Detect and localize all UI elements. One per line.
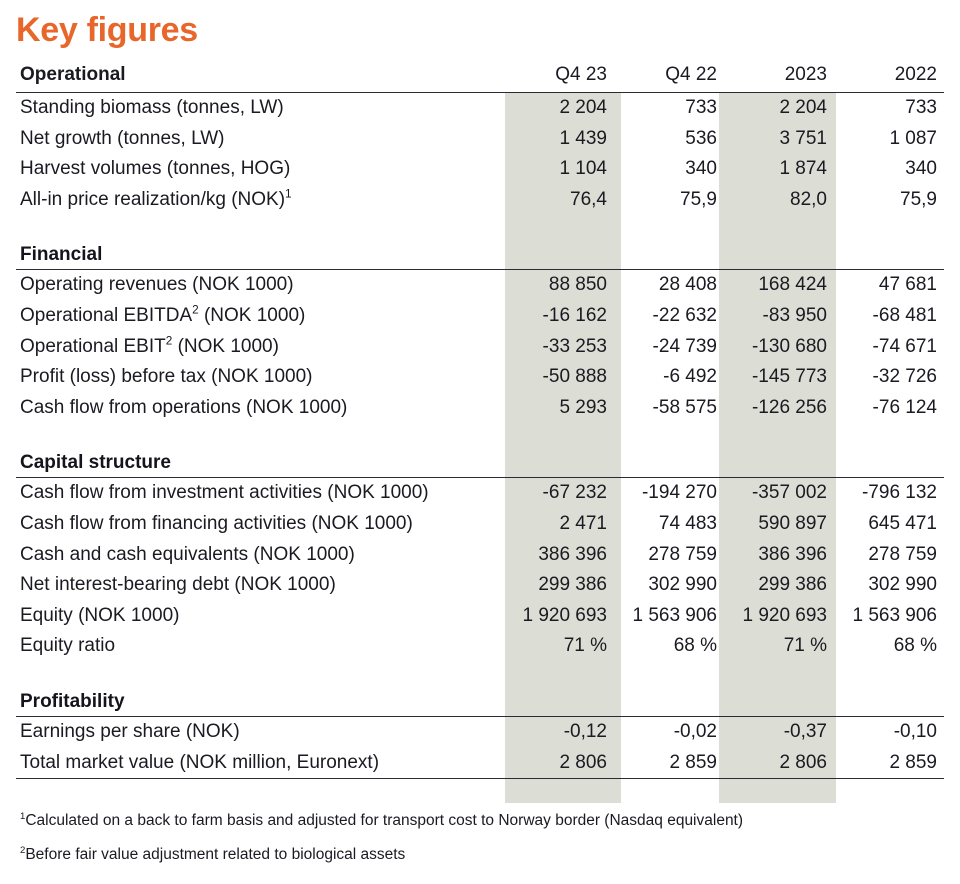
row-label xyxy=(16,478,504,509)
table-row xyxy=(16,478,944,509)
column-header-q4-23: Q4 23 xyxy=(504,60,614,93)
row-label-tail: (NOK 1000) xyxy=(198,304,306,326)
section-header-filler xyxy=(724,241,834,270)
footnote-1-marker: 1 xyxy=(20,810,26,822)
table-cell-value: 68 % xyxy=(673,635,717,657)
table-row xyxy=(16,301,944,332)
row-label-superscript: 2 xyxy=(165,334,173,348)
spacer-cell xyxy=(834,662,944,688)
row-label xyxy=(16,748,504,779)
section-gap xyxy=(16,662,944,688)
section-header-filler xyxy=(834,241,944,270)
row-label xyxy=(16,362,504,393)
table-cell-value: -33 253 xyxy=(542,335,607,357)
table-cell-value: -67 232 xyxy=(542,482,607,504)
row-label xyxy=(16,570,504,601)
spacer-cell xyxy=(724,215,834,241)
row-label-tail: (NOK 1000) xyxy=(172,335,279,357)
table-cell-value: -74 671 xyxy=(872,335,937,357)
table-cell-value: 386 396 xyxy=(758,543,827,565)
table-cell-value: 1 920 693 xyxy=(742,604,827,626)
column-header-2023: 2023 xyxy=(724,60,834,93)
row-label xyxy=(16,540,504,571)
section-header-filler xyxy=(834,688,944,717)
table-cell-value: 88 850 xyxy=(548,274,607,296)
row-label-text: Total market value (NOK million, Euronext) xyxy=(20,751,380,773)
row-label xyxy=(16,601,504,632)
page-title: Key figures xyxy=(16,11,198,49)
table-row xyxy=(16,509,944,540)
table-row xyxy=(16,93,944,124)
spacer-cell xyxy=(504,423,614,449)
table-cell-value: -16 162 xyxy=(542,304,607,326)
table-cell-value: 1 087 xyxy=(889,127,937,149)
section-gap xyxy=(16,215,944,241)
table-row xyxy=(16,631,944,662)
table-cell-value: 278 759 xyxy=(868,543,937,565)
spacer-cell xyxy=(504,662,614,688)
table-cell-value: 2 204 xyxy=(779,97,827,118)
section-header-filler xyxy=(504,449,614,478)
table-row xyxy=(16,716,944,747)
footnote-2 xyxy=(20,846,940,863)
row-label-text: Harvest volumes (tonnes, HOG) xyxy=(20,158,291,180)
table-cell-value: 1 439 xyxy=(559,127,607,149)
table-cell-value: 3 751 xyxy=(779,127,827,149)
table-cell-value: 2 806 xyxy=(724,748,834,779)
table-cell-value: 536 xyxy=(685,127,717,149)
section-header-filler xyxy=(614,688,724,717)
row-label-text: Profit (loss) before tax (NOK 1000) xyxy=(20,366,313,388)
table-cell-value: 5 293 xyxy=(559,396,607,418)
table-cell-value: 1 104 xyxy=(559,158,607,180)
row-label-superscript: 2 xyxy=(192,303,199,317)
spacer-cell xyxy=(724,662,834,688)
spacer-cell xyxy=(614,215,724,241)
table-cell-value: -130 680 xyxy=(751,335,827,357)
row-label-text: Cash flow from investment activities (NOK 1000) xyxy=(20,482,429,504)
spacer-cell xyxy=(614,662,724,688)
table-cell-value: -6 492 xyxy=(663,366,717,388)
table-cell-value: 68 % xyxy=(893,635,937,657)
table-cell-value: 2 806 xyxy=(504,748,614,779)
row-label-text: Cash flow from operations (NOK 1000) xyxy=(20,396,348,418)
table-cell-value: 278 759 xyxy=(648,543,717,565)
table-row xyxy=(16,154,944,185)
row-label xyxy=(16,631,504,662)
footnote-1-text: Calculated on a back to farm basis and adjusted for transport cost to Norway border (Nasdaq equivalent) xyxy=(25,812,744,829)
table-cell-value: 2 204 xyxy=(559,97,607,118)
table-row xyxy=(16,601,944,632)
table-cell-value: 302 990 xyxy=(648,574,717,596)
row-label-text: Equity (NOK 1000) xyxy=(20,604,180,626)
row-label xyxy=(16,301,504,332)
table-row xyxy=(16,270,944,301)
table-cell-value: 340 xyxy=(685,158,717,180)
table-cell-value: 2 859 xyxy=(614,748,724,779)
key-figures-table-wrapper xyxy=(16,60,944,779)
spacer-cell xyxy=(834,215,944,241)
row-label xyxy=(16,93,504,124)
section-title-capital-structure: Capital structure xyxy=(16,449,504,478)
table-cell-value: -83 950 xyxy=(762,304,827,326)
row-label-text: Net interest-bearing debt (NOK 1000) xyxy=(20,574,336,596)
section-title-financial: Financial xyxy=(16,241,504,270)
table-cell-value: 340 xyxy=(905,158,937,180)
table-cell-value: -0,37 xyxy=(783,720,827,742)
table-cell-value: -22 632 xyxy=(652,304,717,326)
section-header-row-financial xyxy=(16,241,944,270)
table-cell-value: 299 386 xyxy=(758,574,827,596)
table-cell-value: 82,0 xyxy=(790,188,827,210)
section-header-filler xyxy=(504,241,614,270)
spacer-cell xyxy=(504,215,614,241)
table-cell-value: -0,02 xyxy=(673,720,717,742)
section-header-filler xyxy=(724,688,834,717)
section-header-filler xyxy=(834,449,944,478)
table-row xyxy=(16,332,944,363)
section-title-operational: Operational xyxy=(16,60,504,93)
table-cell-value: 645 471 xyxy=(868,512,937,534)
table-cell-value: -0,10 xyxy=(893,720,937,742)
row-label-text: Operational EBITDA xyxy=(20,304,193,326)
section-header-filler xyxy=(614,449,724,478)
table-cell-value: 75,9 xyxy=(680,188,717,210)
table-cell-value: -145 773 xyxy=(751,366,827,388)
table-row xyxy=(16,748,944,779)
footnote-2-text: Before fair value adjustment related to biological assets xyxy=(25,846,406,863)
table-cell-value: -32 726 xyxy=(872,366,937,388)
table-cell-value: -58 575 xyxy=(652,396,717,418)
table-header-row xyxy=(16,60,944,93)
section-header-row-capital-structure xyxy=(16,449,944,478)
table-row xyxy=(16,393,944,424)
table-cell-value: 733 xyxy=(685,97,717,118)
row-label-text: Net growth (tonnes, LW) xyxy=(20,127,225,149)
table-cell-value: -126 256 xyxy=(751,396,827,418)
table-cell-value: -50 888 xyxy=(542,366,607,388)
table-row xyxy=(16,185,944,216)
table-cell-value: 1 563 906 xyxy=(632,604,717,626)
table-cell-value: 75,9 xyxy=(900,188,937,210)
table-row xyxy=(16,540,944,571)
table-row xyxy=(16,362,944,393)
row-label-text: All-in price realization/kg (NOK) xyxy=(20,188,286,210)
table-cell-value: 71 % xyxy=(563,635,607,657)
row-label-text: Operational EBIT xyxy=(20,335,166,357)
spacer-cell xyxy=(614,423,724,449)
table-cell-value: 2 859 xyxy=(834,748,944,779)
row-label xyxy=(16,270,504,301)
table-row xyxy=(16,570,944,601)
table-cell-value: 1 874 xyxy=(779,158,827,180)
key-figures-table-body xyxy=(16,60,944,779)
table-cell-value: 733 xyxy=(905,97,937,118)
column-header-q4-22: Q4 22 xyxy=(614,60,724,93)
table-cell-value: 74 483 xyxy=(658,512,717,534)
table-cell-value: -357 002 xyxy=(751,482,827,504)
section-title-profitability: Profitability xyxy=(16,688,504,717)
spacer-cell xyxy=(724,423,834,449)
table-cell-value: -194 270 xyxy=(641,482,717,504)
spacer-cell xyxy=(16,662,504,688)
table-cell-value: 299 386 xyxy=(538,574,607,596)
section-header-filler xyxy=(724,449,834,478)
table-cell-value: -0,12 xyxy=(563,720,607,742)
row-label-text: Operating revenues (NOK 1000) xyxy=(20,274,294,296)
key-figures-table xyxy=(16,60,944,779)
row-label-superscript: 1 xyxy=(285,187,292,201)
table-cell-value: 168 424 xyxy=(758,274,827,296)
row-label xyxy=(16,154,504,185)
column-header-2022: 2022 xyxy=(834,60,944,93)
table-cell-value: 76,4 xyxy=(570,188,607,210)
footnote-1 xyxy=(20,812,940,829)
row-label-text: Standing biomass (tonnes, LW) xyxy=(20,97,284,118)
table-cell-value: 386 396 xyxy=(538,543,607,565)
spacer-cell xyxy=(16,215,504,241)
table-row xyxy=(16,124,944,155)
row-label xyxy=(16,509,504,540)
section-header-row-profitability xyxy=(16,688,944,717)
table-cell-value: 28 408 xyxy=(658,274,717,296)
section-gap xyxy=(16,423,944,449)
row-label xyxy=(16,332,504,363)
footnote-2-marker: 2 xyxy=(20,844,26,856)
footnotes xyxy=(20,812,940,880)
table-cell-value: 1 920 693 xyxy=(522,604,607,626)
spacer-cell xyxy=(16,423,504,449)
row-label xyxy=(16,393,504,424)
table-cell-value: -796 132 xyxy=(861,482,937,504)
row-label xyxy=(16,185,504,216)
row-label-text: Cash flow from financing activities (NOK 1000) xyxy=(20,512,413,534)
table-cell-value: 1 563 906 xyxy=(852,604,937,626)
row-label-text: Earnings per share (NOK) xyxy=(20,720,240,742)
table-cell-value: 47 681 xyxy=(878,274,937,296)
section-header-filler xyxy=(504,688,614,717)
row-label-text: Equity ratio xyxy=(20,635,116,657)
row-label xyxy=(16,124,504,155)
table-cell-value: -68 481 xyxy=(872,304,937,326)
row-label xyxy=(16,716,504,747)
section-header-filler xyxy=(614,241,724,270)
row-label-text: Cash and cash equivalents (NOK 1000) xyxy=(20,543,355,565)
table-cell-value: -24 739 xyxy=(652,335,717,357)
table-cell-value: 2 471 xyxy=(559,512,607,534)
table-cell-value: 302 990 xyxy=(868,574,937,596)
spacer-cell xyxy=(834,423,944,449)
table-cell-value: -76 124 xyxy=(872,396,937,418)
table-cell-value: 590 897 xyxy=(758,512,827,534)
table-cell-value: 71 % xyxy=(783,635,827,657)
